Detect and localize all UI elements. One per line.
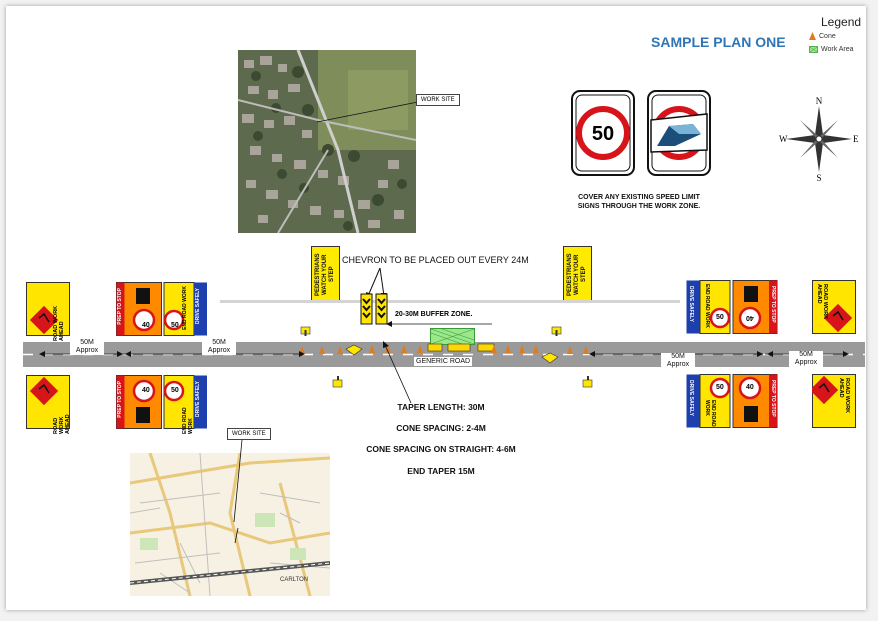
cone-spacing-straight: CONE SPACING ON STRAIGHT: 4-6M — [366, 444, 516, 454]
end-taper: END TAPER 15M — [407, 466, 475, 476]
sign-group-right-upper-2: ROAD WORK AHEAD — [812, 280, 856, 339]
arrow-board-icon — [551, 326, 563, 336]
legend-title: Legend — [821, 15, 862, 29]
legend-item-cone — [809, 32, 836, 40]
map-work-site-callout: WORK SITE — [227, 428, 271, 440]
buffer-zone-label: 20-30M BUFFER ZONE. — [395, 311, 473, 318]
aerial-photo — [238, 50, 416, 233]
legend-item-work-area — [809, 46, 854, 53]
distance-label: 50M Approx — [661, 353, 695, 369]
sign-group-left-lower: ROAD WORK AHEAD — [26, 375, 70, 434]
map-callout-line — [226, 436, 256, 526]
aerial-work-site-callout: WORK SITE — [416, 94, 460, 106]
arrow-board-icon — [300, 326, 312, 336]
plan-page — [6, 6, 866, 610]
compass-rose-icon — [776, 96, 862, 182]
distance-label: 50M Approx — [70, 339, 104, 355]
sign-group-left-lower-2: 40 50 PREP TO STOP END ROAD WORK DRIVE SAFELY — [116, 375, 208, 434]
work-area-icon — [809, 46, 818, 53]
distance-label: 50M Approx — [202, 339, 236, 355]
sign-group-right-lower: 50 40 DRIVE SAFELY END ROAD WORK PREP TO STOP — [686, 374, 778, 433]
chevron-note: CHEVRON TO BE PLACED OUT EVERY 24M — [342, 255, 529, 265]
speed-caption — [554, 193, 724, 211]
compass-w: W — [779, 134, 788, 144]
arrow-board-icon — [332, 376, 344, 388]
distance-lines — [23, 345, 865, 363]
footpath — [220, 300, 680, 303]
pedestrian-sign-right: PEDESTRIANS WATCH YOUR STEP — [563, 246, 592, 303]
legend-work-area-label: Work Area — [821, 46, 854, 53]
plan-title: SAMPLE PLAN ONE — [651, 34, 786, 50]
cone-spacing: CONE SPACING: 2-4M — [396, 423, 486, 433]
compass-e: E — [853, 134, 859, 144]
compass-s: S — [816, 173, 822, 182]
sign-group-right-lower-2: ROAD WORK AHEAD — [812, 374, 856, 433]
speed-50-value: 50 — [591, 123, 615, 145]
road-name: GENERIC ROAD — [416, 358, 471, 365]
sign-group-left-upper — [26, 282, 70, 341]
pedestrian-sign-left: PEDESTRIANS WATCH YOUR STEP — [311, 246, 340, 303]
taper-length: TAPER LENGTH: 30M — [397, 402, 485, 412]
sign-group-right-upper: 50 40 DRIVE SAFELY END ROAD WORK PREP TO STOP — [686, 280, 778, 339]
arrow-board-icon — [582, 376, 594, 388]
cone-icon — [809, 32, 816, 40]
legend-cone-label: Cone — [819, 32, 836, 40]
road-work-ahead-label: ROAD WORK AHEAD — [53, 305, 65, 341]
speed-50-sign — [571, 90, 635, 176]
distance-label: 50M Approx — [789, 351, 823, 367]
speed-caption-line2: SIGNS THROUGH THE WORK ZONE. — [577, 203, 701, 211]
sign-group-left-upper-2: 40 50 PREP TO STOP END ROAD WORK DRIVE SAFELY — [116, 282, 208, 341]
compass-n: N — [815, 96, 823, 106]
covered-speed-sign — [647, 90, 711, 176]
map-street-label: CARLTON — [280, 577, 309, 583]
speed-caption-line1: COVER ANY EXISTING SPEED LIMIT — [578, 194, 700, 201]
